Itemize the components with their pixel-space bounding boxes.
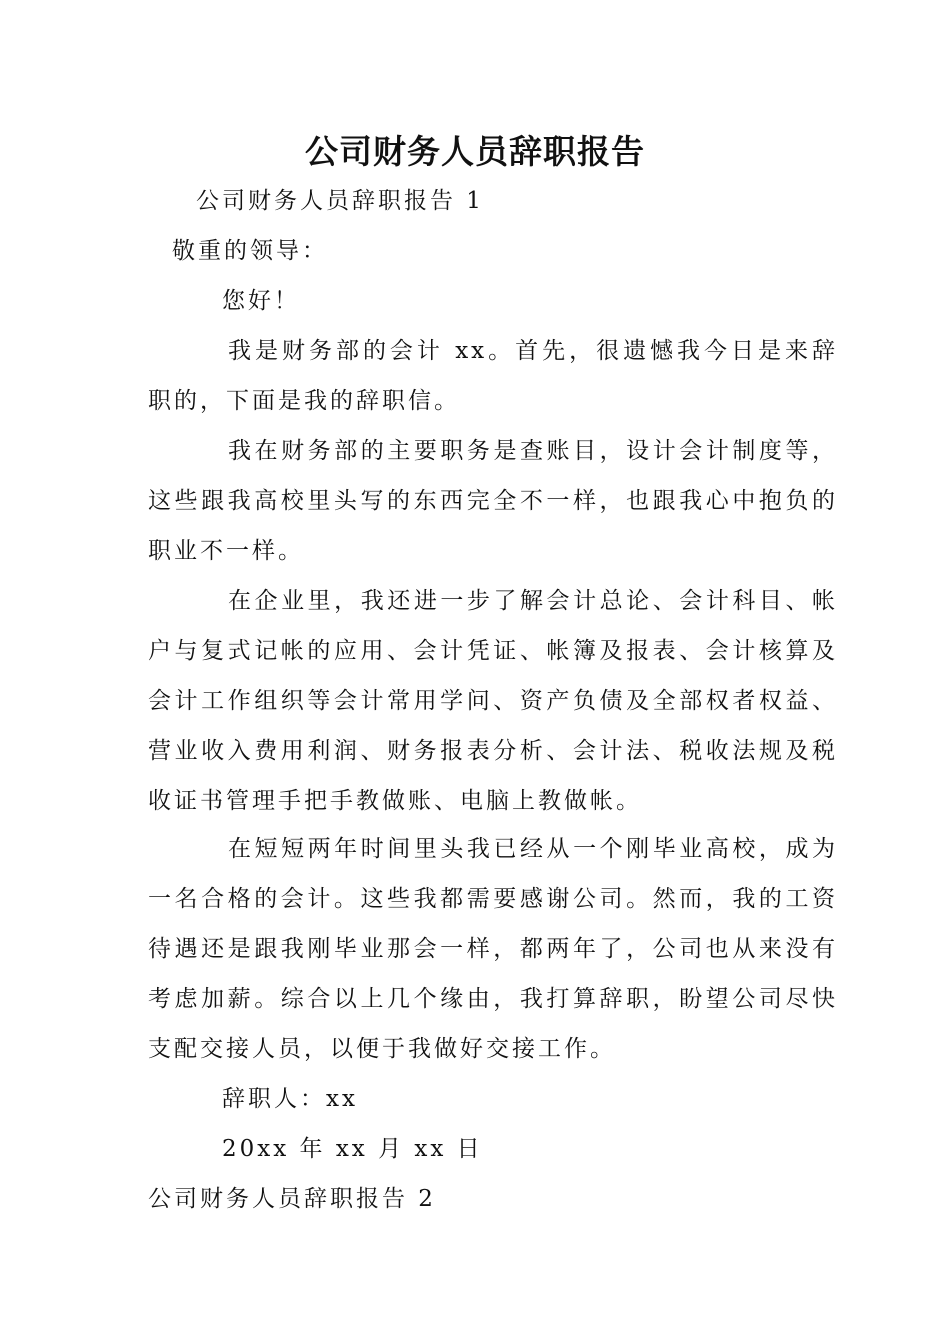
date: 20xx 年 xx 月 xx 日 [222, 1136, 483, 1162]
document-title: 公司财务人员辞职报告 [305, 132, 645, 171]
paragraph-4: 在短短两年时间里头我已经从一个刚毕业高校，成为一名合格的会计。这些我都需要感谢公司。然而，我的工资待遇还是跟我刚毕业那会一样，都两年了，公司也从来没有考虑加薪。综合以上几个缘由，我打算辞职，盼望公司尽快支配交接人员，以便于我做好交接工作。 [148, 836, 838, 1062]
greeting: 您好！ [222, 288, 300, 314]
paragraph-3: 在企业里，我还进一步了解会计总论、会计科目、帐户与复式记帐的应用、会计凭证、帐簿及报表、会计核算及会计工作组织等会计常用学问、资产负债及全部权者权益、营业收入费用利润、财务报表分析、会计法、税收法规及税收证书管理手把手教做账、电脑上教做帐。 [148, 588, 838, 814]
salutation: 敬重的领导： [172, 238, 328, 264]
paragraph-1: 我是财务部的会计 xx。首先，很遗憾我今日是来辞职的，下面是我的辞职信。 [148, 338, 838, 414]
section-heading-2: 公司财务人员辞职报告 2 [148, 1186, 436, 1212]
section-heading-1: 公司财务人员辞职报告 1 [196, 188, 484, 214]
paragraph-2: 我在财务部的主要职务是查账目，设计会计制度等，这些跟我高校里头写的东西完全不一样，也跟我心中抱负的职业不一样。 [148, 438, 838, 564]
signature: 辞职人：xx [222, 1086, 358, 1112]
